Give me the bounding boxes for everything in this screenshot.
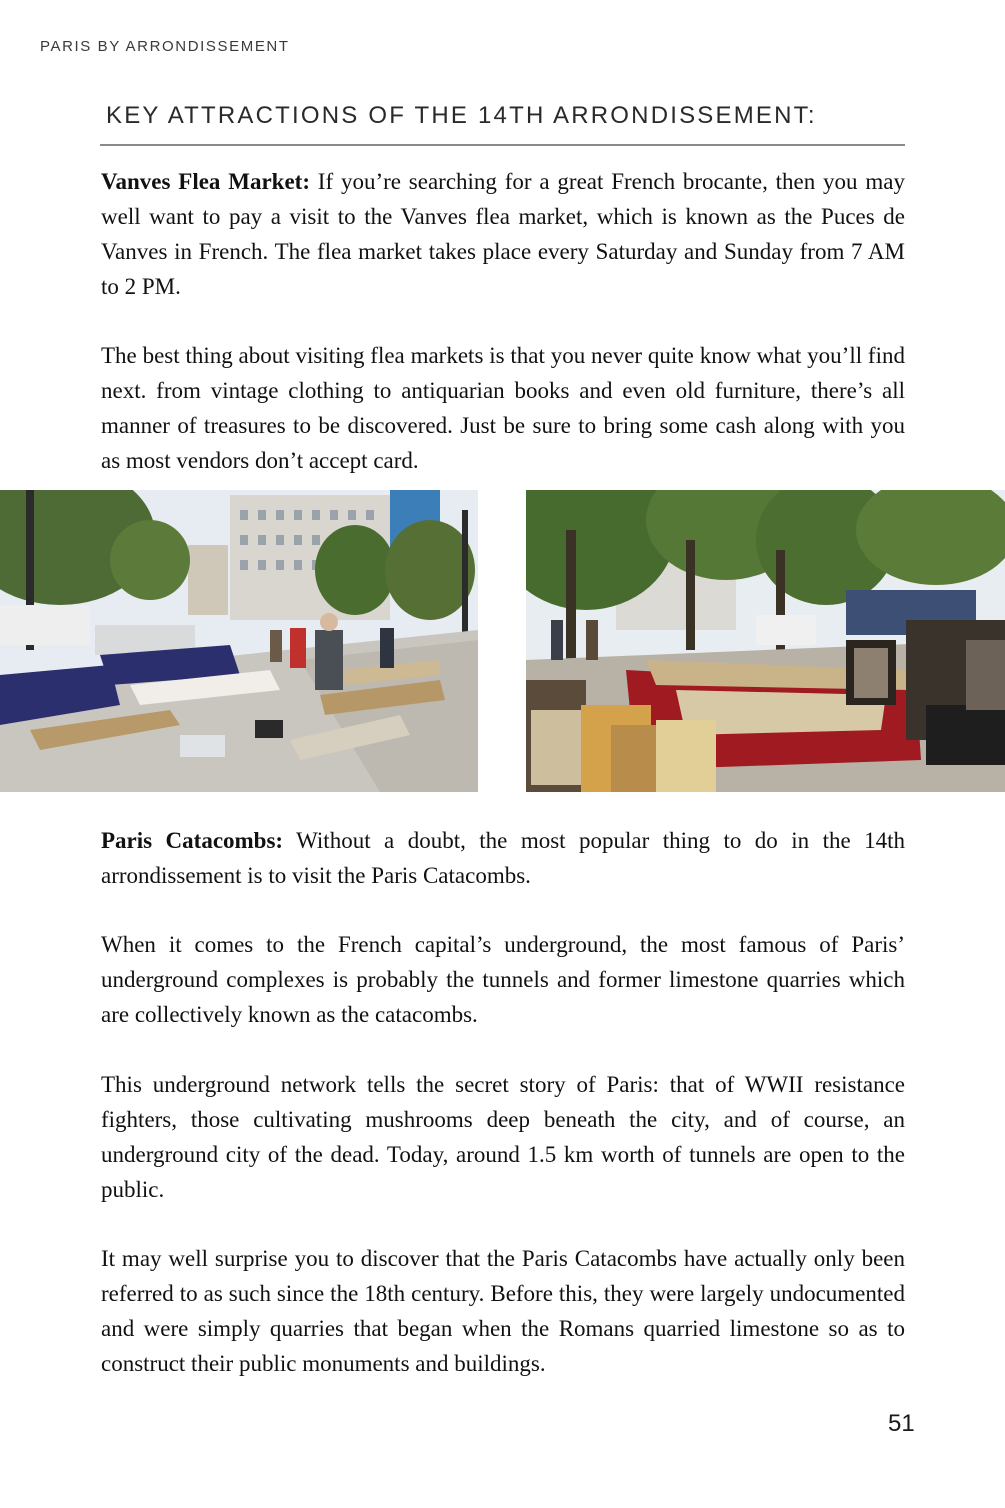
paragraph-catacombs-origins (101, 1241, 905, 1381)
paragraph-flea-market-tips (101, 338, 905, 478)
photo-flea-market-paintings (526, 490, 1005, 792)
paragraph-lead: Paris Catacombs: (101, 828, 284, 853)
paragraph-catacombs-history (101, 1067, 905, 1207)
photo-flea-market-street (0, 490, 478, 792)
paragraph-text: When it comes to the French capital’s underground, the most famous of Paris’ underground complexes is probably the tunnels and former limestone quarries which are collectively known as the catacombs. (101, 932, 905, 1027)
paragraph-text: This underground network tells the secret story of Paris: that of WWII resistance fighters, those cultivating mushrooms deep beneath the city, and of course, an underground city of the dead. Today, around 1.5 km worth of tunnels are open to the public. (101, 1072, 905, 1202)
section-heading: KEY ATTRACTIONS OF THE 14TH ARRONDISSEMENT: (106, 102, 817, 129)
paragraph-paris-catacombs (101, 823, 905, 893)
paragraph-catacombs-underground (101, 927, 905, 1032)
paragraph-vanves-flea-market (101, 164, 905, 304)
paragraph-text: Without a doubt, the most popular thing to do in the 14th arrondissement is to visit the Paris Catacombs. (101, 828, 906, 888)
paragraph-lead: Vanves Flea Market: (101, 169, 310, 194)
heading-divider (100, 144, 905, 146)
paragraph-text: If you’re searching for a great French brocante, then you may well want to pay a visit to the Vanves flea market, which is known as the Puces de Vanves in French. The flea market takes place every Saturday and Sunday from 7 AM to 2 PM. (101, 169, 905, 299)
paragraph-text: It may well surprise you to discover that the Paris Catacombs have actually only been referred to as such since the 18th century. Before this, they were largely undocumented and were simply quarries that began when the Romans quarried limestone so as to construct their public monuments and buildings. (101, 1246, 905, 1376)
paragraph-text: The best thing about visiting flea markets is that you never quite know what you’ll find next. from vintage clothing to antiquarian books and even old furniture, there’s all manner of treasures to be discovered. Just be sure to bring some cash along with you as most vendors don’t accept card. (101, 343, 905, 473)
running-header: PARIS BY ARRONDISSEMENT (40, 38, 290, 55)
page-number: 51 (888, 1410, 915, 1437)
